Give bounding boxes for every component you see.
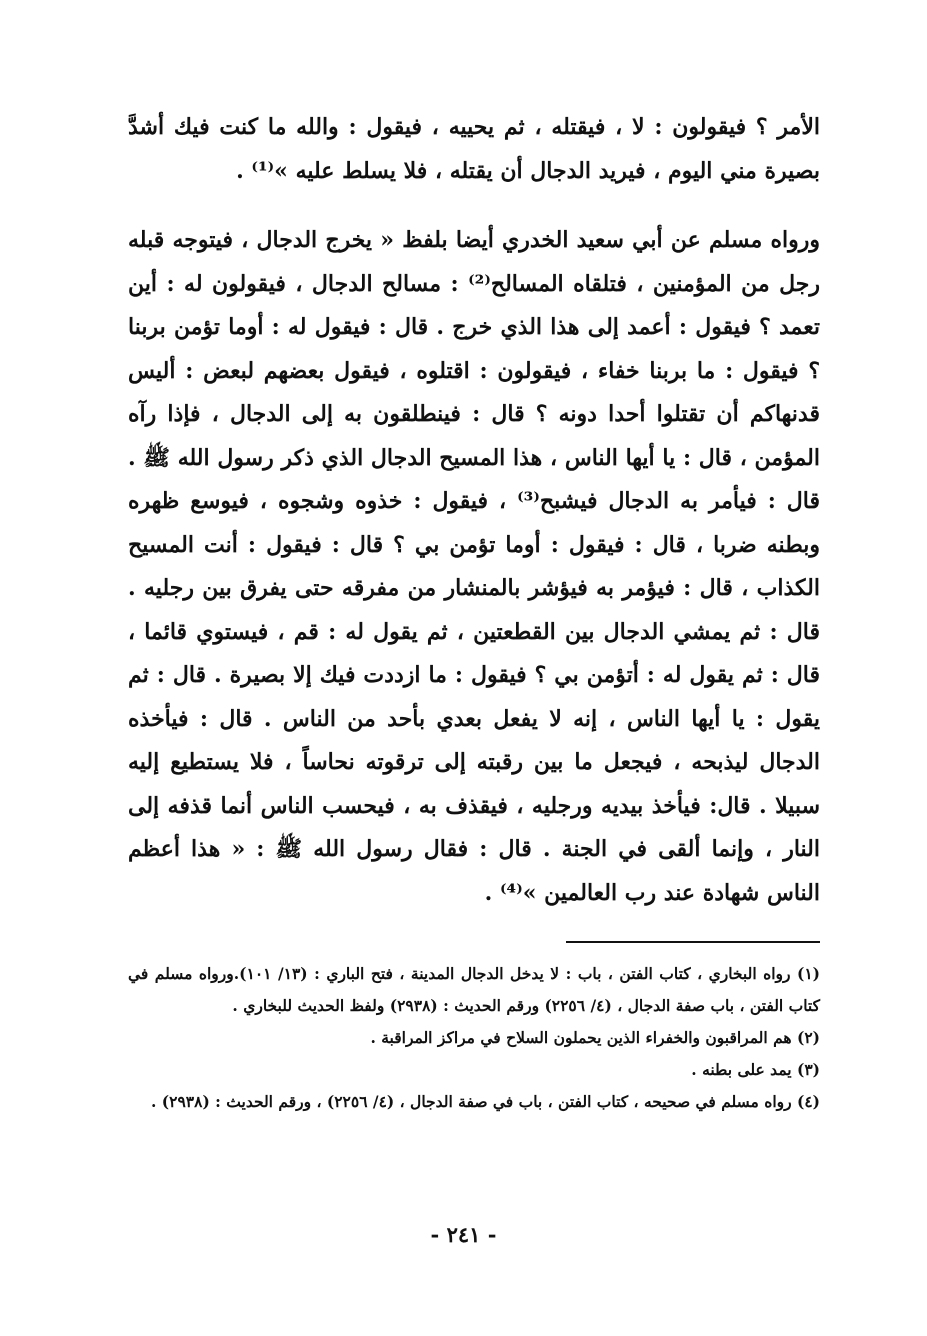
footnote-2: (٢) هم المراقبون والخفراء الذين يحملون السلاح في مراكز المراقبة .: [370, 1028, 820, 1047]
footnote-1: (١) رواه البخاري ، كتاب الفتن ، باب : لا يدخل الدجال المدينة ، فتح الباري : (١٣/ ١٠١).ورواه مسلم في كتاب الفتن ، باب صفة الدجال ، (٤/ ٢٢٥٦) ورقم الحديث : (٢٩٣٨) ولفظ الحديث للبخاري .: [128, 964, 821, 1015]
footnote-separator: [566, 941, 820, 943]
page-number: - ٢٤١ -: [430, 1222, 497, 1247]
footnotes: [128, 958, 820, 1118]
paragraph-1: الأمر ؟ فيقولون : لا ، فيقتله ، ثم يحييه ، فيقول : والله ما كنت فيك أشدَّ بصيرة مني اليوم ، فيريد الدجال أن يقتله ، فلا يسلط عليه »⁽¹⁾ .: [128, 114, 820, 184]
footnote-4: (٤) رواه مسلم في صحيحه ، كتاب الفتن ، باب في صفة الدجال ، (٤/ ٢٢٥٦) ، ورقم الحديث : (٢٩٣٨) .: [150, 1092, 820, 1111]
main-text: [128, 106, 820, 915]
paragraph-2: ورواه مسلم عن أبي سعيد الخدري أيضا بلفظ « يخرج الدجال ، فيتوجه قبله رجل من المؤمنين ، فتلقاه المسالح⁽²⁾ : مسالح الدجال ، فيقولون له : أين تعمد ؟ فيقول : أعمد إلى هذا الذي خرج . قال : فيقول له : أوما تؤمن بربنا ؟ فيقول : ما بربنا خفاء ، فيقولون : اقتلوه ، فيقول بعضهم لبعض : أليس قدنهاكم أن تقتلوا أحدا دونه ؟ قال : فينطلقون به إلى الدجال ، فإذا رآه المؤمن ، قال : يا أيها الناس ، هذا المسيح الدجال الذي ذكر رسول الله ﷺ . قال : فيأمر به الدجال فيشبح⁽³⁾ ، فيقول : خذوه وشجوه ، فيوسع ظهره وبطنه ضربا ، قال : فيقول : أوما تؤمن بي ؟ قال : فيقول : أنت المسيح الكذاب ، قال : فيؤمر به فيؤشر بالمنشار من مفرقه حتى يفرق بين رجليه . قال : ثم يمشي الدجال بين القطعتين ، ثم يقول له : قم ، فيستوي قائما ، قال : ثم يقول له : أتؤمن بي ؟ فيقول : ما ازددت فيك إلا بصيرة . قال : ثم يقول : يا أيها الناس ، إنه لا يفعل بعدي بأحد من الناس . قال : فيأخذه الدجال ليذبحه ، فيجعل ما بين رقبته إلى ترقوته نحاساً ، فلا يستطيع إليه سبيلا . قال: فيأخذ بيديه ورجليه ، فيقذف به ، فيحسب الناس أنما قذفه إلى النار ، وإنما ألقى في الجنة . قال : فقال رسول الله ﷺ : « هذا أعظم الناس شهادة عند رب العالمين »⁽⁴⁾ .: [128, 227, 820, 906]
footnote-3: (٣) يمد على بطنه .: [691, 1060, 820, 1079]
